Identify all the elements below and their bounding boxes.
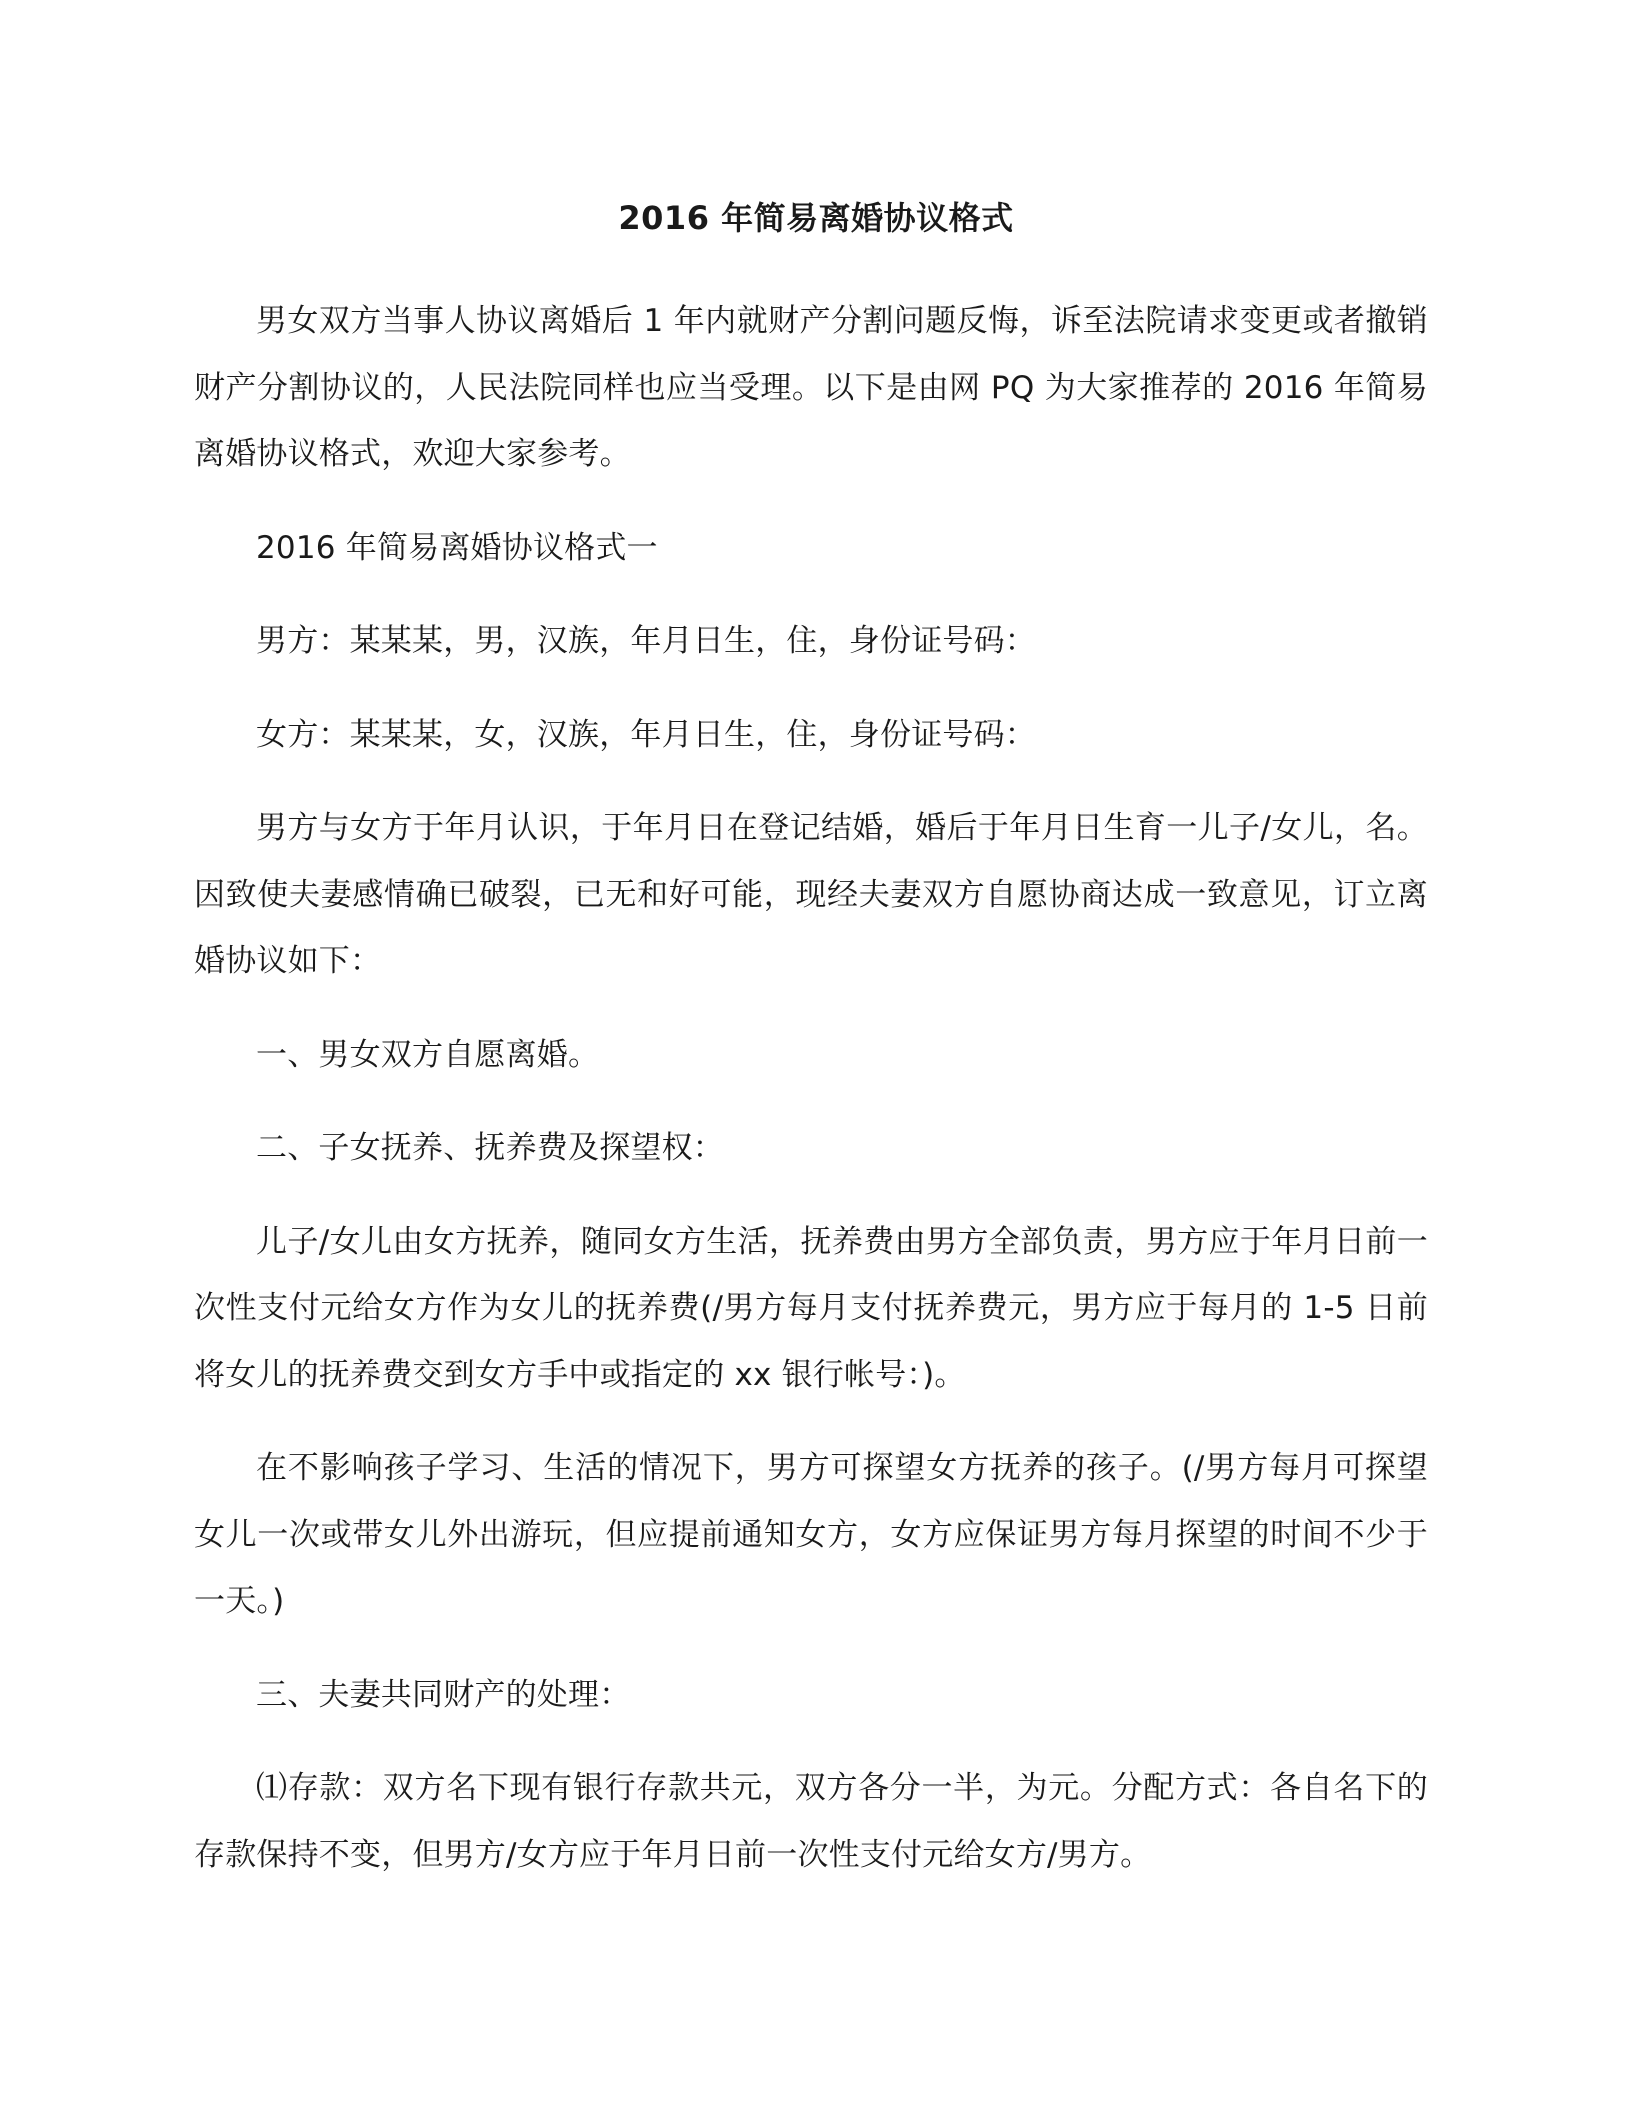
paragraph-intro: 男女双方当事人协议离婚后 1 年内就财产分割问题反悔，诉至法院请求变更或者撤销财产分割协议的，人民法院同样也应当受理。以下是由网 PQ 为大家推荐的 2016 年简易离婚协议格式，欢迎大家参考。 xyxy=(194,303,1428,472)
paragraph-deposits: ⑴存款：双方名下现有银行存款共元，双方各分一半，为元。分配方式：各自名下的存款保持不变，但男方/女方应于年月日前一次性支付元给女方/男方。 xyxy=(194,1770,1428,1873)
document-title: 2016 年简易离婚协议格式 xyxy=(618,199,1014,237)
paragraph-clause-2: 二、子女抚养、抚养费及探望权： xyxy=(256,1130,724,1166)
paragraph-male-party: 男方：某某某，男，汉族，年月日生，住，身份证号码： xyxy=(256,623,1036,659)
paragraph-female-party: 女方：某某某，女，汉族，年月日生，住，身份证号码： xyxy=(256,716,1036,753)
paragraph-background: 男方与女方于年月认识，于年月日在登记结婚，婚后于年月日生育一儿子/女儿，名。因致使夫妻感情确已破裂，已无和好可能，现经夫妻双方自愿协商达成一致意见，订立离婚协议如下： xyxy=(194,810,1428,979)
paragraph-clause-3: 三、夫妻共同财产的处理： xyxy=(256,1676,631,1713)
paragraph-visitation: 在不影响孩子学习、生活的情况下，男方可探望女方抚养的孩子。(/男方每月可探望女儿一次或带女儿外出游玩，但应提前通知女方，女方应保证男方每月探望的时间不少于一天。) xyxy=(194,1450,1428,1619)
paragraph-child-support: 儿子/女儿由女方抚养，随同女方生活，抚养费由男方全部负责，男方应于年月日前一次性支付元给女方作为女儿的抚养费(/男方每月支付抚养费元，男方应于每月的 1-5 日前将女儿的抚养费交到女方手中或指定的 xx 银行帐号：)。 xyxy=(194,1223,1428,1393)
document-body xyxy=(194,288,1428,1915)
paragraph-clause-1: 一、男女双方自愿离婚。 xyxy=(256,1036,600,1073)
paragraph-section-heading: 2016 年简易离婚协议格式一 xyxy=(256,529,658,566)
